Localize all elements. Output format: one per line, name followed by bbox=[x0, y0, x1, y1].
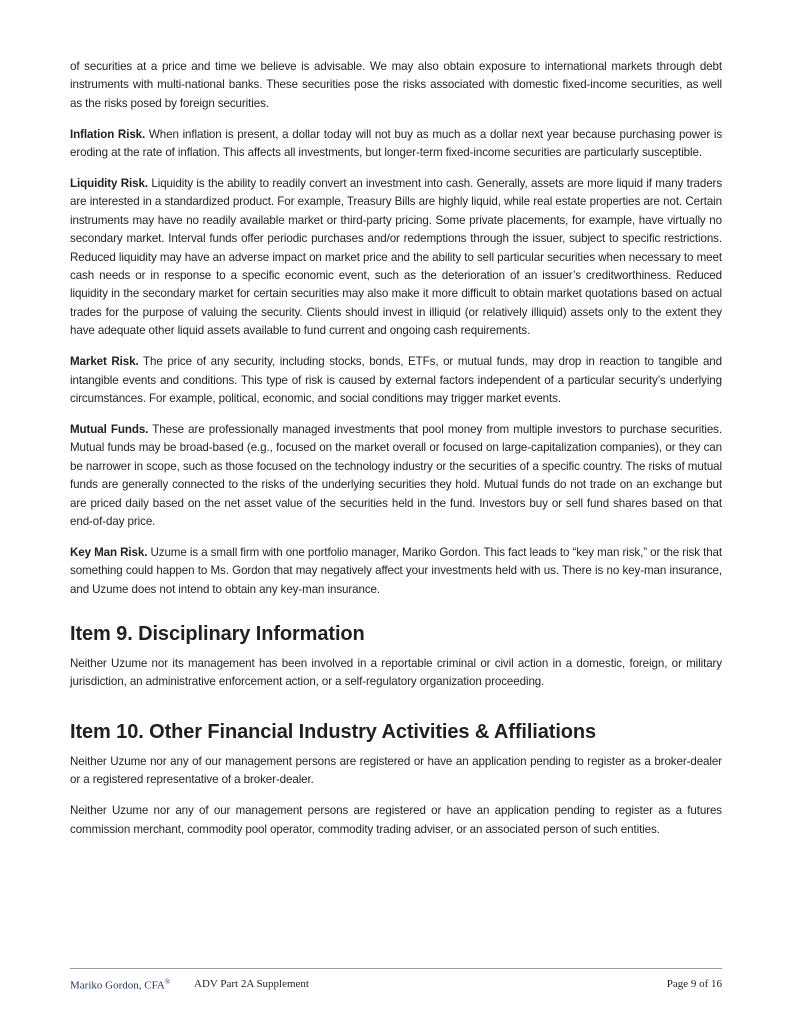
market-risk-title: Market Risk. bbox=[70, 355, 139, 369]
footer-page-number: Page 9 of 16 bbox=[666, 978, 722, 990]
inflation-risk-title: Inflation Risk. bbox=[70, 127, 146, 141]
market-risk-paragraph bbox=[70, 353, 722, 408]
footer-document-title: ADV Part 2A Supplement bbox=[194, 978, 309, 990]
item10-heading: Item 10. Other Financial Industry Activities & Affiliations bbox=[70, 720, 597, 743]
mutual-funds-text: These are professionally managed investments that pool money from multiple investors to purchase securities. Mutual funds may be broad-based (e.g., focused on the market overall or focused on large-capitalization companies), or they can be narrower in scope, such as those focused on the technology industry or the securities of a specific country. The risks of mutual funds are generally connected to the risks of the underlying securities they hold. Mutual funds do not trade on an exchange but are priced daily based on the net asset value of the securities held in the fund. Investors buy or sell fund shares based on that end-of-day price. bbox=[70, 422, 722, 528]
page-footer bbox=[70, 968, 722, 994]
key-man-risk-paragraph bbox=[70, 544, 722, 599]
liquidity-risk-paragraph bbox=[70, 175, 722, 341]
document-page bbox=[70, 58, 722, 852]
item9-paragraph: Neither Uzume nor its management has been involved in a reportable criminal or civil action in a domestic, foreign, or military jurisdiction, an administrative enforcement action, or a self-regulatory organization proceeding. bbox=[70, 657, 722, 689]
inflation-risk-text: When inflation is present, a dollar today will not buy as much as a dollar next year because purchasing power is eroding at the rate of inflation. This affects all investments, but longer-term fixed-income securities are particularly susceptible. bbox=[70, 127, 723, 160]
footer-row bbox=[70, 978, 722, 994]
item10-paragraph-2: Neither Uzume nor any of our management persons are registered or have an application pending to register as a futures commission merchant, commodity pool operator, commodity trading adviser, or an associated person of such entities. bbox=[70, 804, 722, 836]
registered-mark: ® bbox=[164, 978, 171, 986]
item10-paragraph-1: Neither Uzume nor any of our management persons are registered or have an application pending to register as a broker-dealer or a registered representative of a broker-dealer. bbox=[70, 754, 722, 787]
intro-paragraph: of securities at a price and time we believe is advisable. We may also obtain exposure to international markets through debt instruments with multi-national banks. These securities pose the risks associated with domestic fixed-income securities, as well as the risks posed by foreign securities. bbox=[70, 60, 722, 110]
liquidity-risk-text: Liquidity is the ability to readily convert an investment into cash. Generally, assets are more liquid if many traders are interested in a standardized product. For example, Treasury Bills are highly liquid, while real estate properties are not. Certain instruments may have no readily available market or third-party pricing. Some private placements, for example, have virtually no secondary market. Interval funds offer periodic purchases and/or redemptions through the issuer, subject to specific restrictions. Reduced liquidity may have an adverse impact on market price and the ability to sell particular securities when necessary to meet cash needs or in response to a specific economic event, such as the deterioration of an issuer’s creditworthiness. Reduced liquidity in the secondary market for certain securities may also make it more difficult to obtain market quotations based on actual trades for the purpose of valuing the security. Clients should invest in illiquid (or relatively illiquid) assets only to the extent they have adequate other liquid assets available to fund current and ongoing cash requirements. bbox=[70, 177, 723, 338]
key-man-risk-text: Uzume is a small firm with one portfolio manager, Mariko Gordon. This fact leads to “key man risk,” or the risk that something could happen to Ms. Gordon that may negatively affect your investments held with us. There is no key-man insurance, and Uzume does not intend to obtain any key-man insurance. bbox=[70, 545, 723, 596]
liquidity-risk-title: Liquidity Risk. bbox=[70, 177, 148, 191]
market-risk-text: The price of any security, including stocks, bonds, ETFs, or mutual funds, may drop in reaction to tangible and intangible events and conditions. This type of risk is caused by external factors independent of a particular security’s underlying circumstances. For example, political, economic, and social conditions may trigger market events. bbox=[70, 355, 722, 405]
footer-author bbox=[70, 978, 170, 992]
mutual-funds-paragraph bbox=[70, 421, 722, 531]
mutual-funds-title: Mutual Funds. bbox=[70, 422, 149, 436]
key-man-risk-title: Key Man Risk. bbox=[70, 545, 148, 559]
inflation-risk-paragraph bbox=[70, 126, 722, 163]
footer-author-name: Mariko Gordon, CFA bbox=[70, 979, 165, 992]
item9-heading: Item 9. Disciplinary Information bbox=[70, 623, 365, 646]
